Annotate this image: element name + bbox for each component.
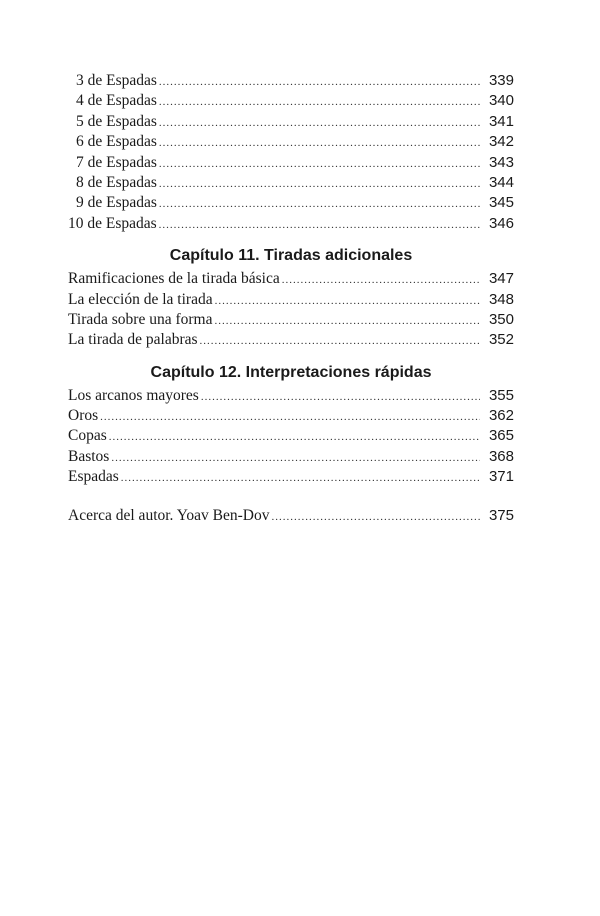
dot-leader bbox=[200, 335, 480, 347]
dot-leader bbox=[159, 137, 480, 149]
toc-entry-page: 339 bbox=[488, 72, 514, 89]
toc-entry-page: 365 bbox=[488, 427, 514, 445]
toc-entry bbox=[68, 133, 514, 153]
toc-entry-page: 342 bbox=[488, 133, 514, 151]
author-list bbox=[68, 507, 514, 527]
toc-entry-label: Oros bbox=[68, 407, 99, 425]
toc-entry bbox=[68, 291, 514, 311]
chapter-11-title: Capítulo 11. Tiradas adicionales bbox=[169, 247, 413, 265]
toc-entry-label: Los arcanos mayores bbox=[68, 386, 199, 404]
toc-entry-page: 350 bbox=[488, 310, 514, 328]
toc-entry-page: 346 bbox=[488, 214, 514, 232]
toc-entry bbox=[68, 113, 514, 133]
toc-entry bbox=[68, 407, 514, 427]
toc-entry-label: 5 de Espadas bbox=[76, 112, 157, 130]
chapter-12-title: Capítulo 12. Interpretaciones rápidas bbox=[150, 363, 432, 381]
toc-entry-label: 8 de Espadas bbox=[76, 173, 157, 191]
dot-leader bbox=[121, 472, 480, 484]
toc-entry-label: 4 de Espadas bbox=[76, 92, 157, 110]
section-spacer bbox=[68, 489, 514, 507]
toc-entry-label: Tirada sobre una forma bbox=[68, 310, 213, 328]
toc-entry-label: Copas bbox=[68, 427, 107, 445]
toc-entry bbox=[68, 270, 514, 290]
dot-leader bbox=[109, 431, 480, 443]
toc-entry bbox=[68, 92, 514, 112]
dot-leader bbox=[282, 274, 480, 286]
espadas-list bbox=[68, 72, 514, 235]
dot-leader bbox=[215, 295, 480, 307]
dot-leader bbox=[201, 391, 480, 403]
dot-leader bbox=[159, 219, 480, 231]
toc-entry-page: 352 bbox=[488, 331, 514, 349]
chapter-11-list bbox=[68, 270, 514, 352]
toc-entry bbox=[68, 215, 514, 235]
toc-entry-page: 371 bbox=[488, 468, 514, 486]
toc-entry-label: Ramificaciones de la tirada básica bbox=[68, 270, 280, 288]
toc-entry-label: 3 de Espadas bbox=[76, 72, 157, 89]
toc-entry-page: 345 bbox=[488, 194, 514, 212]
toc-entry-page: 344 bbox=[488, 173, 514, 191]
dot-leader bbox=[159, 96, 480, 108]
toc-entry-label: Bastos bbox=[68, 447, 110, 465]
toc-entry-label: Acerca del autor. Yoav Ben-Dov bbox=[68, 506, 270, 524]
toc-entry-label: La tirada de palabras bbox=[68, 331, 198, 349]
dot-leader bbox=[271, 511, 480, 523]
toc-entry bbox=[68, 387, 514, 407]
toc-entry bbox=[68, 72, 514, 92]
toc-entry-label: 9 de Espadas bbox=[76, 194, 157, 212]
toc-entry-label: Espadas bbox=[68, 468, 119, 486]
dot-leader bbox=[159, 158, 480, 170]
toc-entry-page: 368 bbox=[488, 447, 514, 465]
toc-entry bbox=[68, 427, 514, 447]
toc-entry bbox=[68, 507, 514, 527]
chapter-12-list bbox=[68, 387, 514, 489]
toc-entry-page: 362 bbox=[488, 407, 514, 425]
toc-entry-page: 347 bbox=[488, 270, 514, 288]
toc-entry bbox=[68, 311, 514, 331]
toc-entry bbox=[68, 194, 514, 214]
toc-entry bbox=[68, 331, 514, 351]
toc-entry bbox=[68, 448, 514, 468]
toc-entry-label: 10 de Espadas bbox=[68, 214, 157, 232]
table-of-contents bbox=[68, 72, 514, 527]
dot-leader bbox=[159, 117, 480, 129]
dot-leader bbox=[111, 452, 480, 464]
toc-entry-label: 7 de Espadas bbox=[76, 153, 157, 171]
toc-entry bbox=[68, 468, 514, 488]
dot-leader bbox=[100, 411, 480, 423]
toc-entry-label: La elección de la tirada bbox=[68, 290, 213, 308]
dot-leader bbox=[215, 315, 481, 327]
toc-entry bbox=[68, 154, 514, 174]
toc-entry-page: 343 bbox=[488, 153, 514, 171]
toc-entry-page: 348 bbox=[488, 290, 514, 308]
toc-entry bbox=[68, 174, 514, 194]
dot-leader bbox=[159, 76, 480, 88]
toc-entry-page: 375 bbox=[488, 506, 514, 524]
toc-entry-page: 340 bbox=[488, 92, 514, 110]
toc-entry-page: 341 bbox=[488, 112, 514, 130]
toc-entry-page: 355 bbox=[488, 386, 514, 404]
toc-entry-label: 6 de Espadas bbox=[76, 133, 157, 151]
dot-leader bbox=[159, 178, 480, 190]
dot-leader bbox=[159, 198, 480, 210]
